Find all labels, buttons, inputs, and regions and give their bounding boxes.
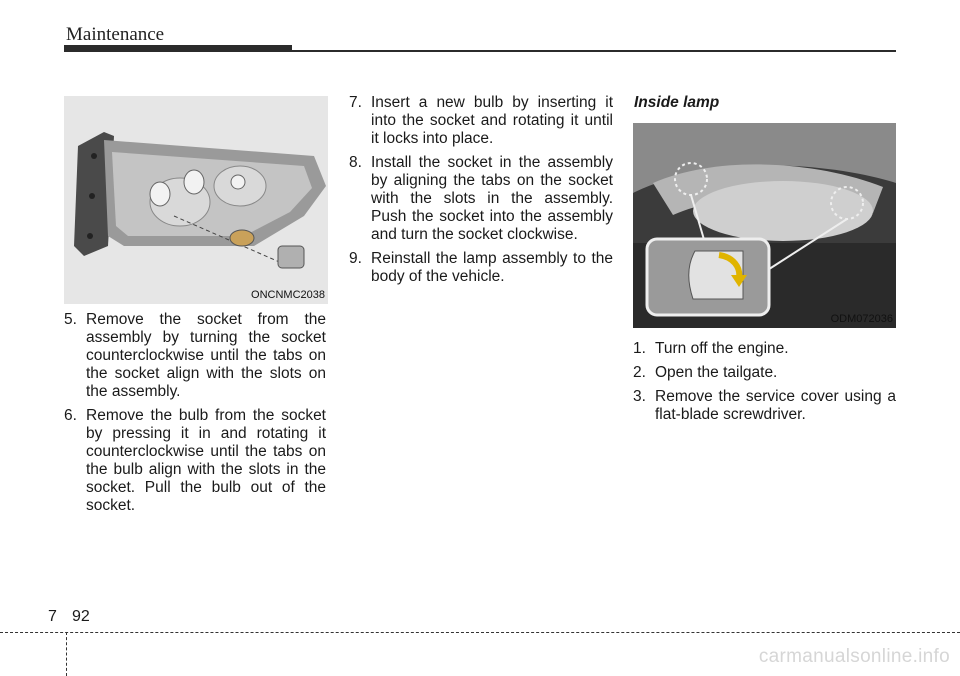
- step-number: 2.: [633, 364, 646, 381]
- step-text: Insert a new bulb by inserting it into the socket and rotating it until it locks into place.: [371, 94, 613, 147]
- page-number: 92: [72, 608, 90, 625]
- step-item: [64, 311, 326, 401]
- header-rule-thin: [292, 50, 896, 52]
- header-rule-thick: [64, 45, 292, 52]
- step-text: Install the socket in the assembly by aligning the tabs on the socket with the slots in the assembly. Push the socket into the assembly and turn the socket clockwise.: [371, 154, 613, 243]
- figure-caption: ODM072036: [830, 313, 893, 325]
- section-title: Inside lamp: [634, 94, 720, 111]
- footer-divider: [0, 632, 960, 633]
- step-item: [64, 407, 326, 515]
- step-number: 7.: [349, 94, 362, 111]
- step-text: Remove the service cover using a flat-blade screwdriver.: [655, 388, 896, 423]
- step-text: Remove the bulb from the socket by pressing it in and rotating it counterclockwise until the tabs on the bulb align with the slots in the socket. Pull the bulb out of the socket.: [86, 407, 326, 514]
- step-item: [633, 340, 896, 358]
- step-number: 3.: [633, 388, 646, 405]
- step-item: [349, 250, 613, 286]
- inside-lamp-illustration: [633, 123, 896, 328]
- step-number: 5.: [64, 311, 77, 328]
- step-item: [349, 94, 613, 148]
- steps-column-2: [349, 94, 613, 292]
- chapter-number: 7: [48, 608, 57, 625]
- steps-column-1: [64, 311, 326, 521]
- steps-column-3: [633, 340, 896, 430]
- footer-vertical-divider: [66, 632, 67, 676]
- step-text: Reinstall the lamp assembly to the body of the vehicle.: [371, 250, 613, 285]
- step-text: Open the tailgate.: [655, 364, 778, 381]
- step-text: Turn off the engine.: [655, 340, 789, 357]
- inside-lamp-figure: [633, 123, 896, 328]
- step-number: 6.: [64, 407, 77, 424]
- watermark: carmanualsonline.info: [758, 646, 950, 667]
- step-item: [349, 154, 613, 244]
- tail-lamp-figure: [64, 96, 328, 304]
- step-number: 9.: [349, 250, 362, 267]
- step-number: 1.: [633, 340, 646, 357]
- tail-lamp-illustration: [64, 96, 328, 304]
- step-text: Remove the socket from the assembly by turning the socket counterclockwise until the tabs on the socket align with the slots on the assembly.: [86, 311, 326, 400]
- step-number: 8.: [349, 154, 362, 171]
- page-header-title: Maintenance: [66, 24, 165, 45]
- step-item: [633, 388, 896, 424]
- figure-caption: ONCNMC2038: [251, 289, 325, 301]
- step-item: [633, 364, 896, 382]
